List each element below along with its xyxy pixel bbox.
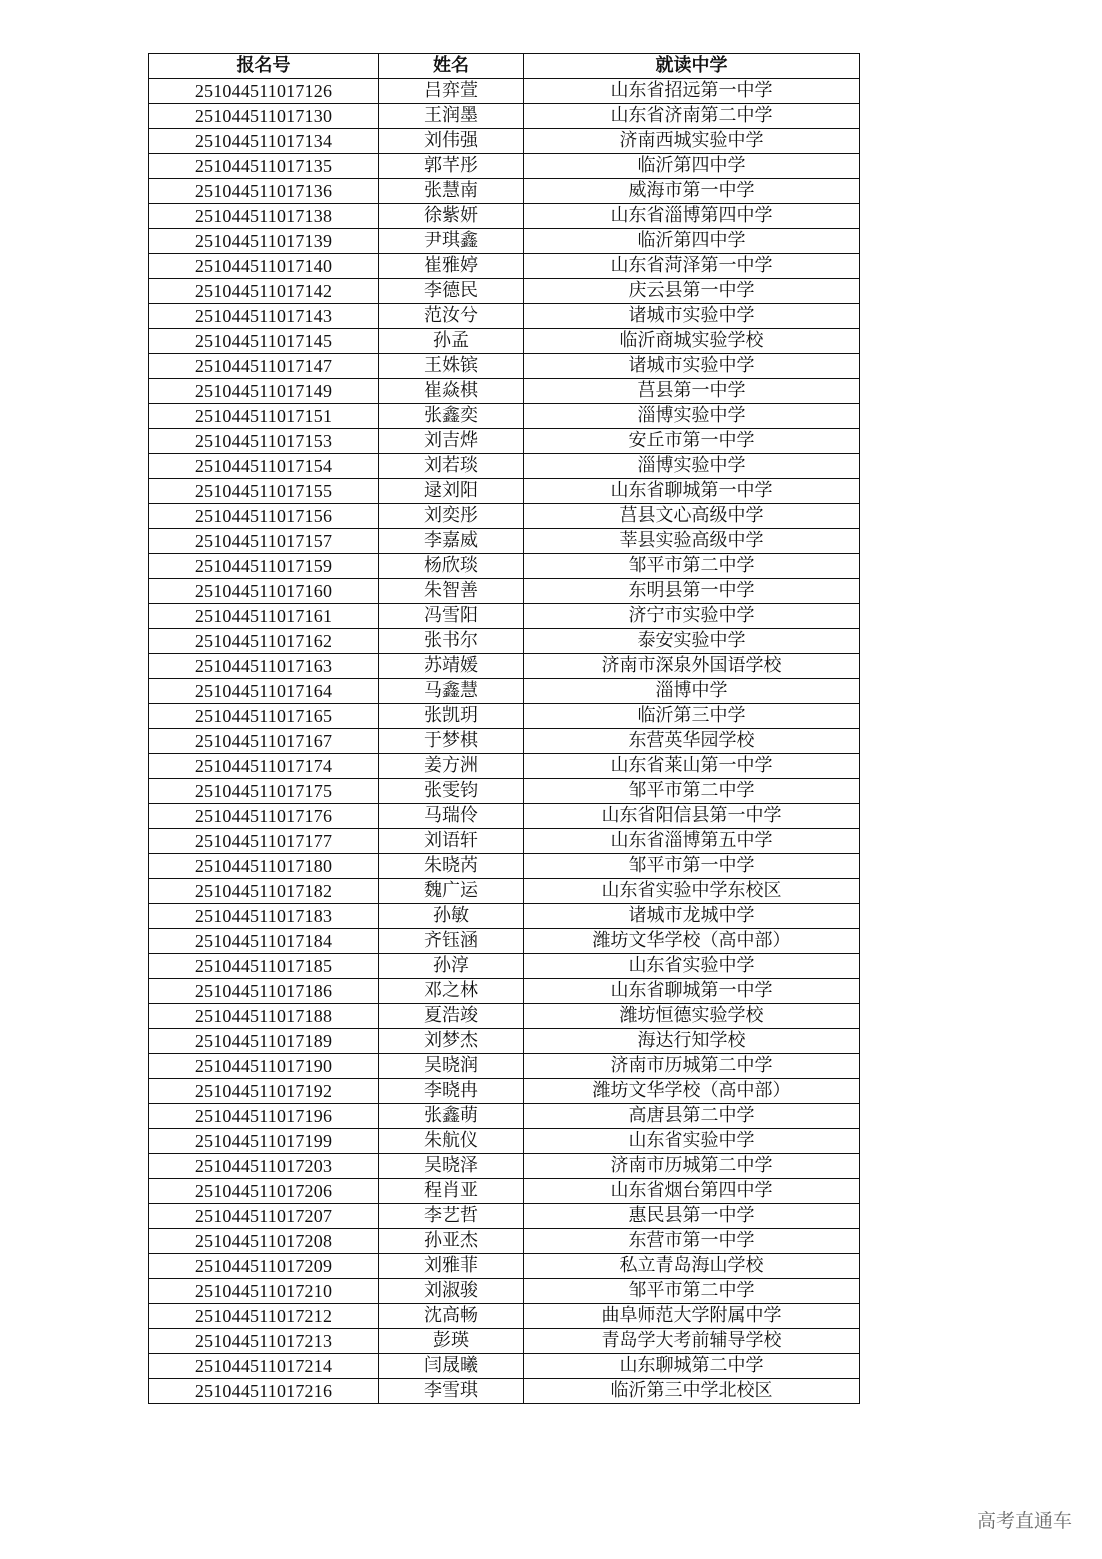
table-row: [149, 1329, 860, 1354]
cell-name: 孙孟: [379, 329, 524, 354]
table-body: [149, 79, 860, 1404]
cell-school: 邹平市第二中学: [524, 554, 860, 579]
cell-name: 程肖亚: [379, 1179, 524, 1204]
cell-name: 王姝镔: [379, 354, 524, 379]
cell-school: 山东省烟台第四中学: [524, 1179, 860, 1204]
cell-school: 临沂第四中学: [524, 229, 860, 254]
cell-registration-number: 251044511017153: [149, 429, 379, 454]
table-row: [149, 279, 860, 304]
table-row: [149, 79, 860, 104]
cell-name: 沈高畅: [379, 1304, 524, 1329]
cell-name: 朱晓芮: [379, 854, 524, 879]
cell-school: 莘县实验高级中学: [524, 529, 860, 554]
table-row: [149, 229, 860, 254]
cell-name: 郭芊彤: [379, 154, 524, 179]
watermark-text: 高考直通车: [976, 1510, 1072, 1532]
cell-name: 于梦棋: [379, 729, 524, 754]
cell-name: 邓之林: [379, 979, 524, 1004]
cell-name: 马瑞伶: [379, 804, 524, 829]
cell-name: 孙淳: [379, 954, 524, 979]
cell-registration-number: 251044511017167: [149, 729, 379, 754]
cell-school: 邹平市第二中学: [524, 1279, 860, 1304]
cell-registration-number: 251044511017209: [149, 1254, 379, 1279]
cell-name: 朱航仪: [379, 1129, 524, 1154]
cell-school: 山东省济南第二中学: [524, 104, 860, 129]
cell-school: 山东省阳信县第一中学: [524, 804, 860, 829]
cell-registration-number: 251044511017145: [149, 329, 379, 354]
cell-name: 李雪琪: [379, 1379, 524, 1404]
cell-school: 邹平市第二中学: [524, 779, 860, 804]
cell-name: 范汝兮: [379, 304, 524, 329]
table-row: [149, 1204, 860, 1229]
table-row: [149, 1079, 860, 1104]
cell-registration-number: 251044511017160: [149, 579, 379, 604]
table-row: [149, 204, 860, 229]
table-row: [149, 1054, 860, 1079]
cell-name: 孙亚杰: [379, 1229, 524, 1254]
cell-school: 山东省淄博第五中学: [524, 829, 860, 854]
cell-registration-number: 251044511017203: [149, 1154, 379, 1179]
table-row: [149, 1104, 860, 1129]
cell-registration-number: 251044511017156: [149, 504, 379, 529]
table-row: [149, 754, 860, 779]
cell-name: 刘吉烨: [379, 429, 524, 454]
cell-name: 齐钰涵: [379, 929, 524, 954]
table-row: [149, 404, 860, 429]
table-row: [149, 254, 860, 279]
cell-school: 临沂第四中学: [524, 154, 860, 179]
table-row: [149, 1354, 860, 1379]
cell-name: 孙敏: [379, 904, 524, 929]
cell-school: 高唐县第二中学: [524, 1104, 860, 1129]
cell-name: 刘梦杰: [379, 1029, 524, 1054]
table-row: [149, 104, 860, 129]
cell-name: 刘淑骏: [379, 1279, 524, 1304]
cell-school: 庆云县第一中学: [524, 279, 860, 304]
table-row: [149, 804, 860, 829]
table-row: [149, 379, 860, 404]
cell-registration-number: 251044511017136: [149, 179, 379, 204]
cell-name: 张鑫萌: [379, 1104, 524, 1129]
cell-school: 诸城市实验中学: [524, 304, 860, 329]
cell-school: 山东省实验中学: [524, 954, 860, 979]
table-row: [149, 454, 860, 479]
cell-name: 刘伟强: [379, 129, 524, 154]
cell-registration-number: 251044511017159: [149, 554, 379, 579]
cell-registration-number: 251044511017165: [149, 704, 379, 729]
cell-registration-number: 251044511017154: [149, 454, 379, 479]
cell-registration-number: 251044511017143: [149, 304, 379, 329]
cell-school: 诸城市实验中学: [524, 354, 860, 379]
cell-name: 吕弈萱: [379, 79, 524, 104]
table-row: [149, 579, 860, 604]
cell-school: 威海市第一中学: [524, 179, 860, 204]
cell-school: 淄博中学: [524, 679, 860, 704]
table-row: [149, 529, 860, 554]
table-row: [149, 779, 860, 804]
table-row: [149, 129, 860, 154]
cell-school: 临沂第三中学北校区: [524, 1379, 860, 1404]
cell-registration-number: 251044511017186: [149, 979, 379, 1004]
table-row: [149, 1279, 860, 1304]
table-row: [149, 654, 860, 679]
cell-registration-number: 251044511017199: [149, 1129, 379, 1154]
cell-school: 山东省莱山第一中学: [524, 754, 860, 779]
cell-school: 青岛学大考前辅导学校: [524, 1329, 860, 1354]
cell-registration-number: 251044511017161: [149, 604, 379, 629]
cell-registration-number: 251044511017157: [149, 529, 379, 554]
table-row: [149, 1379, 860, 1404]
header-row: [149, 54, 860, 79]
table-row: [149, 1179, 860, 1204]
cell-registration-number: 251044511017151: [149, 404, 379, 429]
table-row: [149, 679, 860, 704]
cell-registration-number: 251044511017174: [149, 754, 379, 779]
table-row: [149, 904, 860, 929]
table-row: [149, 154, 860, 179]
cell-school: 莒县文心高级中学: [524, 504, 860, 529]
cell-school: 海达行知学校: [524, 1029, 860, 1054]
cell-name: 张凯玥: [379, 704, 524, 729]
cell-school: 惠民县第一中学: [524, 1204, 860, 1229]
table-row: [149, 854, 860, 879]
cell-registration-number: 251044511017207: [149, 1204, 379, 1229]
cell-registration-number: 251044511017135: [149, 154, 379, 179]
cell-name: 杨欣琰: [379, 554, 524, 579]
table-row: [149, 1304, 860, 1329]
table-row: [149, 879, 860, 904]
table-row: [149, 729, 860, 754]
cell-name: 冯雪阳: [379, 604, 524, 629]
cell-registration-number: 251044511017130: [149, 104, 379, 129]
table-row: [149, 829, 860, 854]
cell-name: 徐紫妍: [379, 204, 524, 229]
cell-registration-number: 251044511017180: [149, 854, 379, 879]
cell-name: 张慧南: [379, 179, 524, 204]
table-row: [149, 979, 860, 1004]
cell-registration-number: 251044511017185: [149, 954, 379, 979]
table-row: [149, 179, 860, 204]
cell-name: 魏广运: [379, 879, 524, 904]
cell-registration-number: 251044511017138: [149, 204, 379, 229]
cell-school: 潍坊文华学校（高中部）: [524, 929, 860, 954]
cell-registration-number: 251044511017176: [149, 804, 379, 829]
cell-registration-number: 251044511017155: [149, 479, 379, 504]
cell-registration-number: 251044511017214: [149, 1354, 379, 1379]
cell-school: 山东省实验中学东校区: [524, 879, 860, 904]
cell-name: 李晓冉: [379, 1079, 524, 1104]
cell-name: 崔焱棋: [379, 379, 524, 404]
cell-registration-number: 251044511017142: [149, 279, 379, 304]
cell-registration-number: 251044511017140: [149, 254, 379, 279]
cell-registration-number: 251044511017163: [149, 654, 379, 679]
cell-school: 济南西城实验中学: [524, 129, 860, 154]
table-row: [149, 1029, 860, 1054]
header-registration-number: 报名号: [149, 54, 379, 79]
cell-school: 山东省招远第一中学: [524, 79, 860, 104]
cell-school: 潍坊文华学校（高中部）: [524, 1079, 860, 1104]
cell-registration-number: 251044511017213: [149, 1329, 379, 1354]
cell-registration-number: 251044511017162: [149, 629, 379, 654]
cell-name: 张鑫奕: [379, 404, 524, 429]
cell-school: 济南市历城第二中学: [524, 1154, 860, 1179]
table-row: [149, 1154, 860, 1179]
table-row: [149, 554, 860, 579]
cell-registration-number: 251044511017164: [149, 679, 379, 704]
cell-registration-number: 251044511017188: [149, 1004, 379, 1029]
cell-name: 刘若琰: [379, 454, 524, 479]
cell-name: 王润墨: [379, 104, 524, 129]
table-row: [149, 1129, 860, 1154]
cell-school: 莒县第一中学: [524, 379, 860, 404]
cell-school: 潍坊恒德实验学校: [524, 1004, 860, 1029]
cell-name: 苏靖媛: [379, 654, 524, 679]
cell-name: 姜方洲: [379, 754, 524, 779]
cell-school: 曲阜师范大学附属中学: [524, 1304, 860, 1329]
cell-name: 吴晓泽: [379, 1154, 524, 1179]
cell-school: 泰安实验中学: [524, 629, 860, 654]
cell-school: 诸城市龙城中学: [524, 904, 860, 929]
table-row: [149, 1229, 860, 1254]
cell-registration-number: 251044511017134: [149, 129, 379, 154]
table-row: [149, 479, 860, 504]
table-row: [149, 704, 860, 729]
cell-registration-number: 251044511017216: [149, 1379, 379, 1404]
cell-registration-number: 251044511017196: [149, 1104, 379, 1129]
cell-registration-number: 251044511017183: [149, 904, 379, 929]
cell-registration-number: 251044511017206: [149, 1179, 379, 1204]
cell-name: 李嘉威: [379, 529, 524, 554]
header-name: 姓名: [379, 54, 524, 79]
cell-registration-number: 251044511017175: [149, 779, 379, 804]
cell-school: 临沂商城实验学校: [524, 329, 860, 354]
cell-name: 彭瑛: [379, 1329, 524, 1354]
cell-name: 尹琪鑫: [379, 229, 524, 254]
cell-registration-number: 251044511017208: [149, 1229, 379, 1254]
cell-name: 夏浩竣: [379, 1004, 524, 1029]
cell-school: 安丘市第一中学: [524, 429, 860, 454]
table-row: [149, 629, 860, 654]
cell-registration-number: 251044511017147: [149, 354, 379, 379]
cell-school: 东营市第一中学: [524, 1229, 860, 1254]
cell-name: 李艺哲: [379, 1204, 524, 1229]
table-row: [149, 329, 860, 354]
cell-school: 山东省聊城第一中学: [524, 979, 860, 1004]
table-row: [149, 304, 860, 329]
table-row: [149, 504, 860, 529]
cell-school: 济南市深泉外国语学校: [524, 654, 860, 679]
cell-name: 逯刘阳: [379, 479, 524, 504]
table-row: [149, 604, 860, 629]
cell-name: 张书尔: [379, 629, 524, 654]
cell-school: 山东省聊城第一中学: [524, 479, 860, 504]
table-row: [149, 429, 860, 454]
cell-name: 朱智善: [379, 579, 524, 604]
cell-school: 东营英华园学校: [524, 729, 860, 754]
cell-registration-number: 251044511017212: [149, 1304, 379, 1329]
header-school: 就读中学: [524, 54, 860, 79]
cell-registration-number: 251044511017182: [149, 879, 379, 904]
table-row: [149, 354, 860, 379]
table-row: [149, 954, 860, 979]
cell-school: 山东省菏泽第一中学: [524, 254, 860, 279]
cell-registration-number: 251044511017189: [149, 1029, 379, 1054]
cell-name: 崔雅婷: [379, 254, 524, 279]
cell-name: 刘奕彤: [379, 504, 524, 529]
cell-school: 济南市历城第二中学: [524, 1054, 860, 1079]
cell-school: 邹平市第一中学: [524, 854, 860, 879]
cell-school: 山东聊城第二中学: [524, 1354, 860, 1379]
cell-school: 私立青岛海山学校: [524, 1254, 860, 1279]
cell-name: 李德民: [379, 279, 524, 304]
cell-registration-number: 251044511017126: [149, 79, 379, 104]
cell-name: 马鑫慧: [379, 679, 524, 704]
cell-school: 山东省淄博第四中学: [524, 204, 860, 229]
cell-school: 山东省实验中学: [524, 1129, 860, 1154]
cell-name: 吴晓润: [379, 1054, 524, 1079]
cell-school: 东明县第一中学: [524, 579, 860, 604]
table-row: [149, 1004, 860, 1029]
cell-registration-number: 251044511017192: [149, 1079, 379, 1104]
cell-school: 淄博实验中学: [524, 404, 860, 429]
table-row: [149, 1254, 860, 1279]
cell-registration-number: 251044511017190: [149, 1054, 379, 1079]
roster-table: [148, 53, 860, 1404]
cell-registration-number: 251044511017139: [149, 229, 379, 254]
cell-school: 淄博实验中学: [524, 454, 860, 479]
cell-school: 济宁市实验中学: [524, 604, 860, 629]
cell-registration-number: 251044511017184: [149, 929, 379, 954]
cell-registration-number: 251044511017149: [149, 379, 379, 404]
cell-school: 临沂第三中学: [524, 704, 860, 729]
cell-name: 刘语轩: [379, 829, 524, 854]
cell-registration-number: 251044511017177: [149, 829, 379, 854]
cell-name: 闫晟曦: [379, 1354, 524, 1379]
table-row: [149, 929, 860, 954]
cell-name: 刘雅菲: [379, 1254, 524, 1279]
cell-registration-number: 251044511017210: [149, 1279, 379, 1304]
cell-name: 张雯钧: [379, 779, 524, 804]
